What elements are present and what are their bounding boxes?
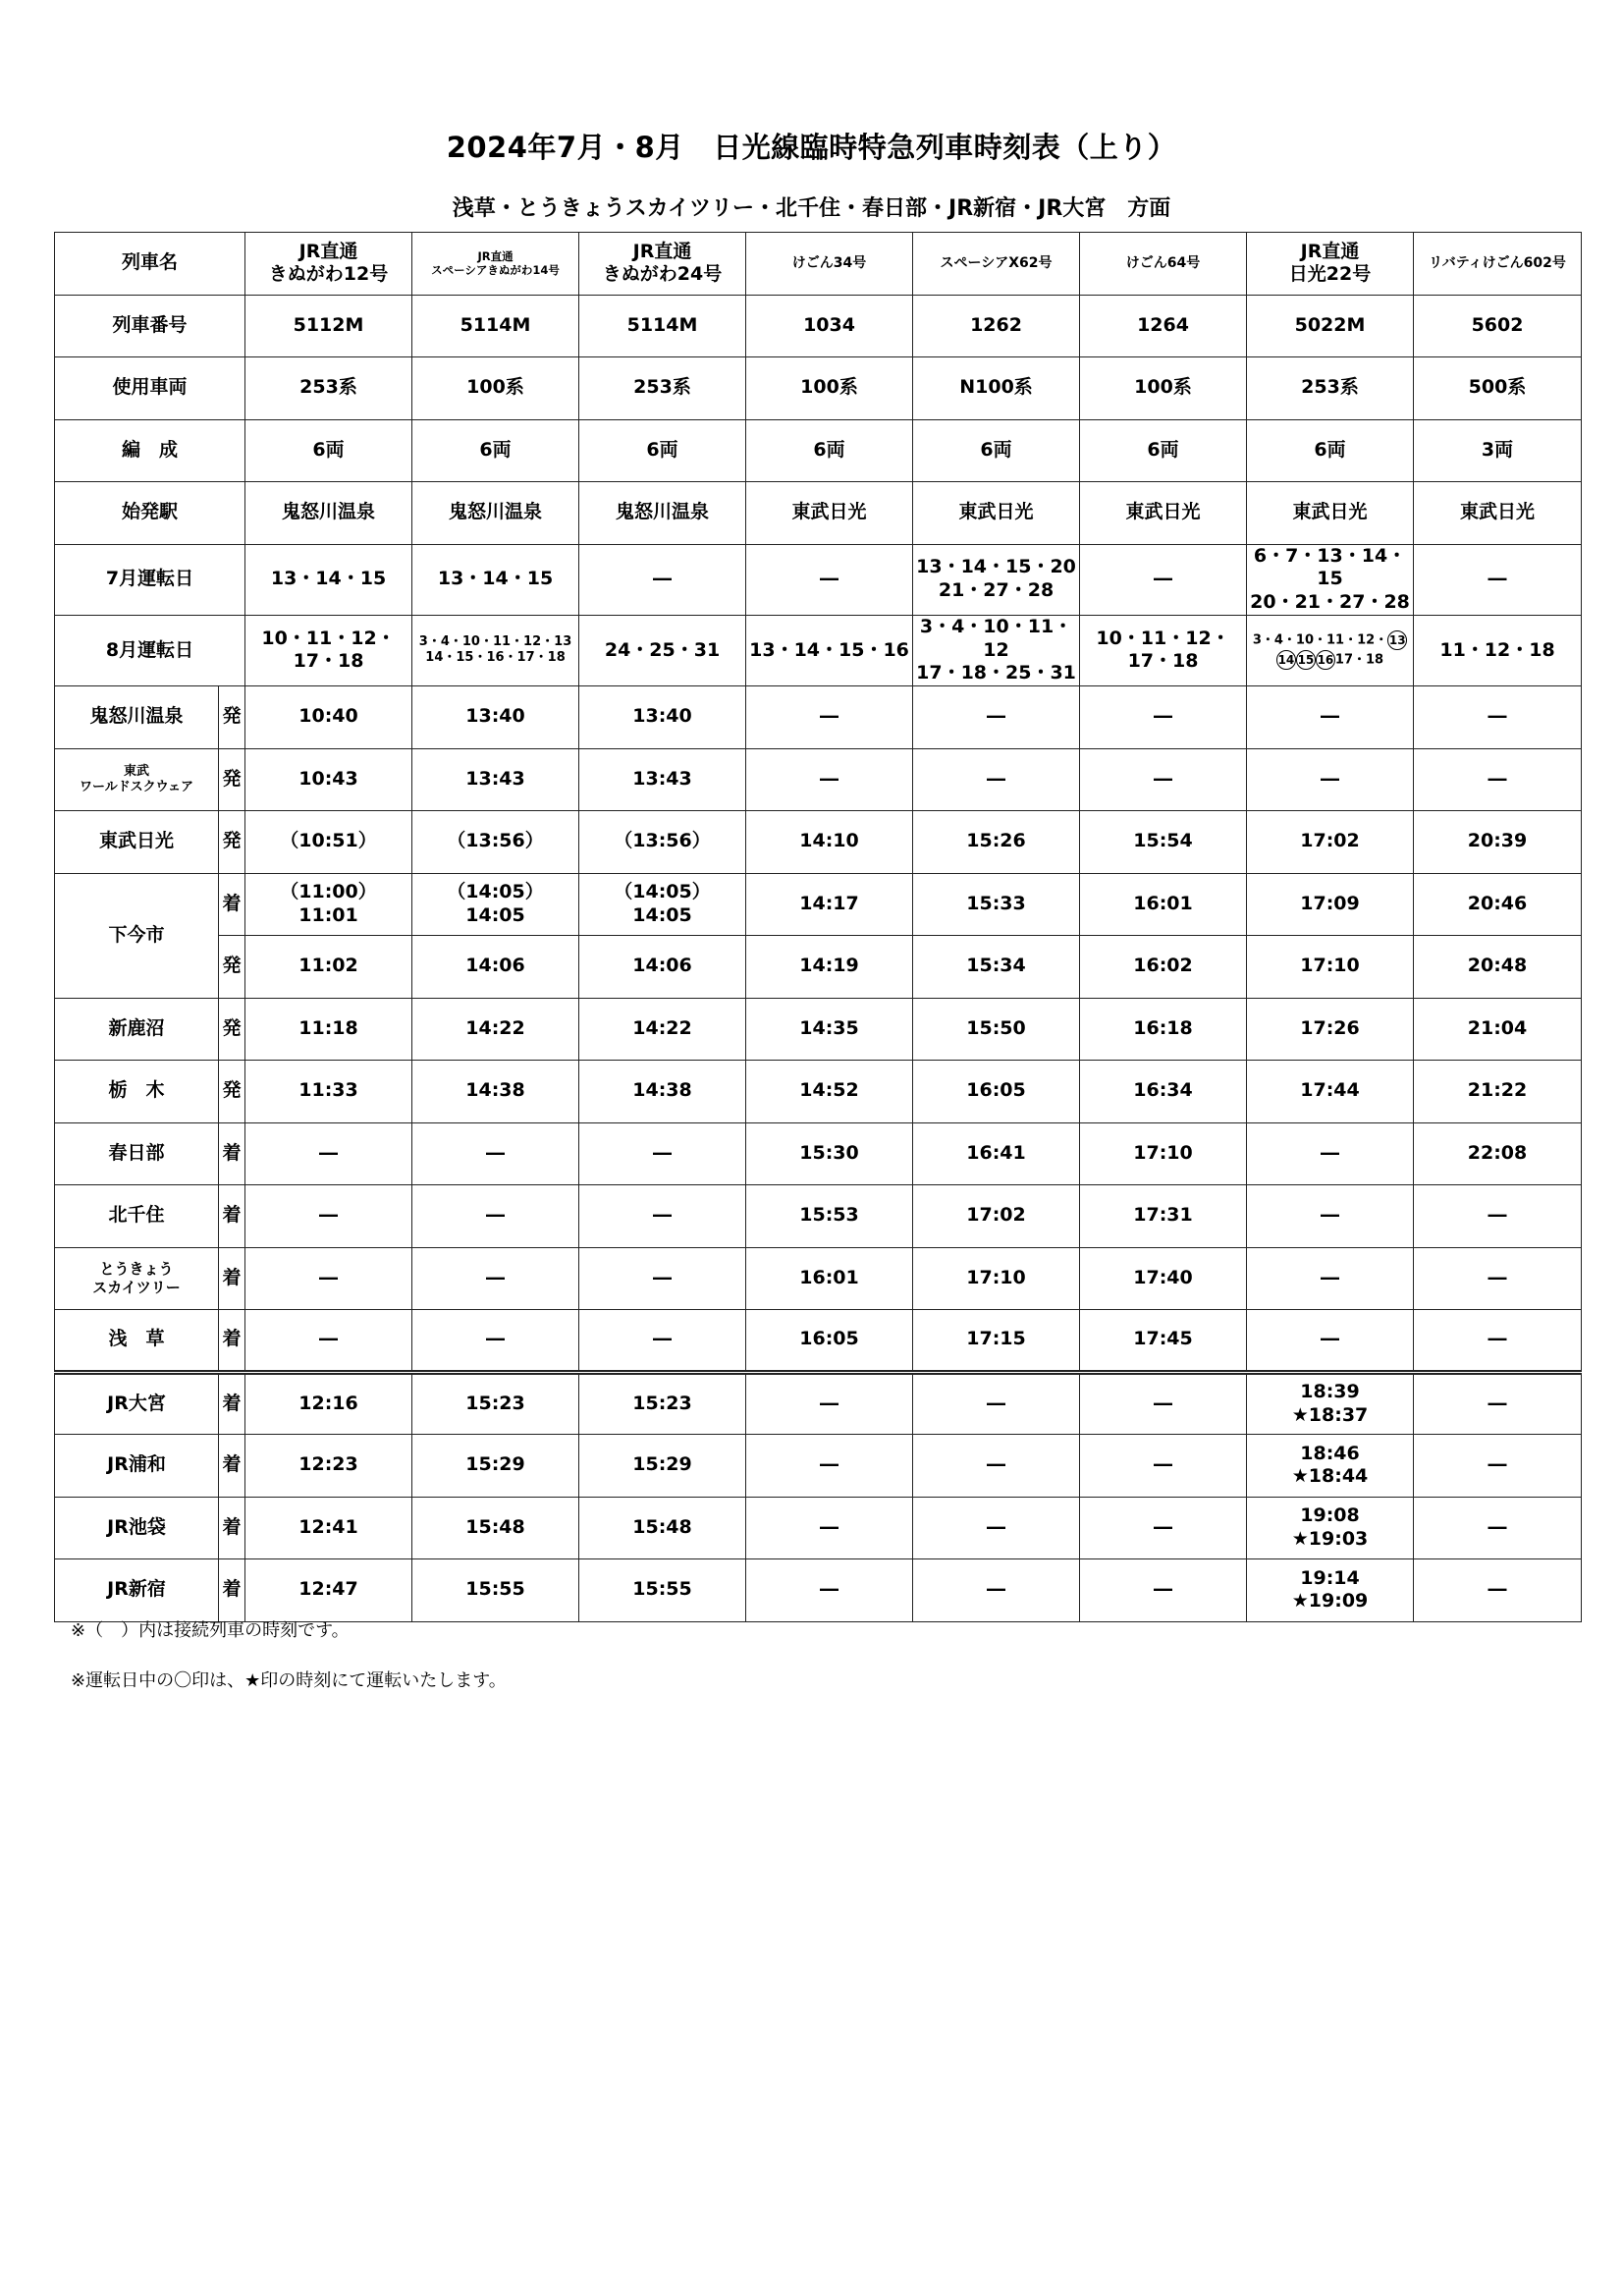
origin: 鬼怒川温泉 [412, 482, 579, 545]
formation: 6両 [1247, 419, 1414, 482]
july-days: ― [746, 544, 913, 615]
station-row [55, 873, 1582, 936]
time-cell: 19:08 ★19:03 [1247, 1497, 1414, 1559]
time-cell: 16:18 [1080, 998, 1247, 1061]
time-cell: 15:23 [579, 1372, 746, 1435]
time-cell: 22:08 [1414, 1122, 1582, 1185]
vehicle: 253系 [1247, 357, 1414, 420]
time-cell: 17:40 [1080, 1247, 1247, 1310]
time-cell: 11:33 [245, 1061, 412, 1123]
label-vehicle: 使用車両 [55, 357, 245, 420]
train-number: 1034 [746, 295, 913, 357]
time-cell: ― [1080, 1435, 1247, 1498]
time-cell: 18:39 ★18:37 [1247, 1372, 1414, 1435]
time-cell: ― [913, 748, 1080, 811]
station-row [55, 1122, 1582, 1185]
time-cell: ― [245, 1185, 412, 1248]
station-row [55, 1559, 1582, 1622]
station-row [55, 686, 1582, 749]
time-cell: ― [746, 1372, 913, 1435]
arr-dep-mark: 発 [219, 811, 245, 874]
time-cell: ― [746, 686, 913, 749]
time-cell: ― [579, 1247, 746, 1310]
origin: 東武日光 [1247, 482, 1414, 545]
vehicle: 253系 [245, 357, 412, 420]
time-cell: 10:43 [245, 748, 412, 811]
arr-dep-mark: 着 [219, 1435, 245, 1498]
train-name: JR直通 日光22号 [1247, 233, 1414, 296]
row-origin [55, 482, 1582, 545]
time-cell: 15:48 [579, 1497, 746, 1559]
time-cell: 16:01 [746, 1247, 913, 1310]
time-cell: 14:52 [746, 1061, 913, 1123]
train-number: 5114M [412, 295, 579, 357]
time-cell: 14:35 [746, 998, 913, 1061]
train-number: 5114M [579, 295, 746, 357]
time-cell: 15:55 [412, 1559, 579, 1622]
time-cell: 17:26 [1247, 998, 1414, 1061]
station-row [55, 1310, 1582, 1373]
page-title: 2024年7月・8月 日光線臨時特急列車時刻表（上り） [446, 131, 1177, 164]
arr-dep-mark: 着 [219, 1310, 245, 1373]
arr-dep-mark: 着 [219, 1497, 245, 1559]
time-cell: 17:15 [913, 1310, 1080, 1373]
station-row [55, 748, 1582, 811]
time-cell: 13:43 [412, 748, 579, 811]
station-row [55, 811, 1582, 874]
july-days: 13・14・15 [245, 544, 412, 615]
time-cell: ― [1247, 1185, 1414, 1248]
arr-dep-mark: 発 [219, 1061, 245, 1123]
time-cell: 14:19 [746, 936, 913, 999]
aug-days: 3・4・10・11・12・ 13 14 15 16 17・18 [1247, 615, 1414, 685]
time-cell: 17:09 [1247, 873, 1414, 936]
label-train-number: 列車番号 [55, 295, 245, 357]
time-cell: 14:06 [579, 936, 746, 999]
time-cell: 20:48 [1414, 936, 1582, 999]
time-cell: 16:34 [1080, 1061, 1247, 1123]
arr-dep-mark: 発 [219, 748, 245, 811]
time-cell: 16:41 [913, 1122, 1080, 1185]
time-cell: 14:38 [579, 1061, 746, 1123]
time-cell: 14:06 [412, 936, 579, 999]
time-cell: ― [913, 1559, 1080, 1622]
arr-dep-mark: 着 [219, 1372, 245, 1435]
page-subtitle: 浅草・とうきょうスカイツリー・北千住・春日部・JR新宿・JR大宮 方面 [452, 196, 1171, 221]
time-cell: 11:18 [245, 998, 412, 1061]
july-days: ― [579, 544, 746, 615]
time-cell: 15:55 [579, 1559, 746, 1622]
time-cell: ― [1080, 748, 1247, 811]
time-cell: 18:46 ★18:44 [1247, 1435, 1414, 1498]
time-cell: ― [1080, 1559, 1247, 1622]
arr-dep-mark: 着 [219, 1247, 245, 1310]
station-name: 栃 木 [55, 1061, 219, 1123]
station-name: 東武日光 [55, 811, 219, 874]
train-name: スペーシアX62号 [913, 233, 1080, 296]
time-cell: （14:05） 14:05 [579, 873, 746, 936]
time-cell: （14:05） 14:05 [412, 873, 579, 936]
time-cell: 14:10 [746, 811, 913, 874]
time-cell: ― [412, 1310, 579, 1373]
aug-days: 10・11・12・17・18 [1080, 615, 1247, 685]
time-cell: （11:00） 11:01 [245, 873, 412, 936]
time-cell: 20:39 [1414, 811, 1582, 874]
time-cell: 15:34 [913, 936, 1080, 999]
time-cell: 14:22 [412, 998, 579, 1061]
train-number: 5602 [1414, 295, 1582, 357]
time-cell: ― [1414, 1435, 1582, 1498]
july-days: ― [1080, 544, 1247, 615]
time-cell: 15:29 [412, 1435, 579, 1498]
arr-dep-mark: 発 [219, 936, 245, 999]
row-july-days [55, 544, 1582, 615]
time-cell: （13:56） [412, 811, 579, 874]
time-cell: 17:10 [913, 1247, 1080, 1310]
train-name: リバティけごん602号 [1414, 233, 1582, 296]
origin: 東武日光 [746, 482, 913, 545]
time-cell: 13:43 [579, 748, 746, 811]
time-cell: 16:01 [1080, 873, 1247, 936]
time-cell: 16:05 [913, 1061, 1080, 1123]
time-cell: （10:51） [245, 811, 412, 874]
origin: 東武日光 [1414, 482, 1582, 545]
formation: 6両 [746, 419, 913, 482]
time-cell: 13:40 [412, 686, 579, 749]
station-row [55, 1247, 1582, 1310]
circled-day: 14 [1276, 650, 1296, 670]
time-cell: 12:41 [245, 1497, 412, 1559]
label-july-days: 7月運転日 [55, 544, 245, 615]
time-cell: ― [746, 748, 913, 811]
time-cell: 17:45 [1080, 1310, 1247, 1373]
circled-day: 16 [1316, 650, 1335, 670]
time-cell: 21:22 [1414, 1061, 1582, 1123]
station-name: JR新宿 [55, 1559, 219, 1622]
aug-days: 24・25・31 [579, 615, 746, 685]
time-cell: 17:10 [1080, 1122, 1247, 1185]
time-cell: 15:48 [412, 1497, 579, 1559]
time-cell: ― [1414, 1185, 1582, 1248]
station-name: JR浦和 [55, 1435, 219, 1498]
time-cell: 10:40 [245, 686, 412, 749]
station-name: 新鹿沼 [55, 998, 219, 1061]
time-cell: 13:40 [579, 686, 746, 749]
arr-dep-mark: 着 [219, 1559, 245, 1622]
july-days: 13・14・15・20 21・27・28 [913, 544, 1080, 615]
time-cell: 17:02 [913, 1185, 1080, 1248]
vehicle: N100系 [913, 357, 1080, 420]
vehicle: 100系 [746, 357, 913, 420]
time-cell: （13:56） [579, 811, 746, 874]
time-cell: ― [1080, 686, 1247, 749]
aug-days: 3・4・10・11・12 17・18・25・31 [913, 615, 1080, 685]
timetable [54, 232, 1582, 1622]
time-cell: ― [1414, 686, 1582, 749]
circled-day: 13 [1387, 630, 1407, 650]
time-cell: 12:47 [245, 1559, 412, 1622]
time-cell: ― [412, 1122, 579, 1185]
time-cell: ― [412, 1185, 579, 1248]
arr-dep-mark: 着 [219, 873, 245, 936]
time-cell: ― [913, 686, 1080, 749]
time-cell: 16:05 [746, 1310, 913, 1373]
time-cell: 17:31 [1080, 1185, 1247, 1248]
station-name: 東武 ワールドスクウェア [55, 748, 219, 811]
station-name: 鬼怒川温泉 [55, 686, 219, 749]
time-cell: 16:02 [1080, 936, 1247, 999]
time-cell: ― [579, 1310, 746, 1373]
aug-days: 11・12・18 [1414, 615, 1582, 685]
station-name: 北千住 [55, 1185, 219, 1248]
time-cell: ― [913, 1497, 1080, 1559]
station-name: 春日部 [55, 1122, 219, 1185]
arr-dep-mark: 発 [219, 998, 245, 1061]
label-formation: 編 成 [55, 419, 245, 482]
time-cell: 15:33 [913, 873, 1080, 936]
origin: 鬼怒川温泉 [245, 482, 412, 545]
time-cell: ― [1414, 748, 1582, 811]
formation: 6両 [579, 419, 746, 482]
vehicle: 253系 [579, 357, 746, 420]
arr-dep-mark: 着 [219, 1122, 245, 1185]
train-name: JR直通 きぬがわ24号 [579, 233, 746, 296]
station-row [55, 936, 1582, 999]
row-train-number [55, 295, 1582, 357]
time-cell: ― [746, 1559, 913, 1622]
train-name: JR直通 スペーシアきぬがわ14号 [412, 233, 579, 296]
formation: 6両 [245, 419, 412, 482]
train-number: 1264 [1080, 295, 1247, 357]
time-cell: 17:44 [1247, 1061, 1414, 1123]
time-cell: ― [1414, 1497, 1582, 1559]
row-vehicle [55, 357, 1582, 420]
time-cell: 14:17 [746, 873, 913, 936]
label-origin: 始発駅 [55, 482, 245, 545]
time-cell: ― [1414, 1247, 1582, 1310]
station-name: 下今市 [55, 873, 219, 998]
row-formation [55, 419, 1582, 482]
footnote: ※（ ）内は接続列車の時刻です。 [71, 1620, 350, 1641]
time-cell: 21:04 [1414, 998, 1582, 1061]
time-cell: 14:22 [579, 998, 746, 1061]
july-days: 13・14・15 [412, 544, 579, 615]
july-days: ― [1414, 544, 1582, 615]
origin: 東武日光 [913, 482, 1080, 545]
vehicle: 100系 [412, 357, 579, 420]
time-cell: 15:53 [746, 1185, 913, 1248]
time-cell: ― [746, 1497, 913, 1559]
time-cell: ― [412, 1247, 579, 1310]
july-days: 6・7・13・14・15 20・21・27・28 [1247, 544, 1414, 615]
time-cell: ― [913, 1435, 1080, 1498]
footnote: ※運転日中の〇印は、★印の時刻にて運転いたします。 [71, 1670, 507, 1691]
time-cell: ― [1247, 1247, 1414, 1310]
arr-dep-mark: 着 [219, 1185, 245, 1248]
time-cell: ― [245, 1247, 412, 1310]
station-row [55, 1185, 1582, 1248]
formation: 6両 [1080, 419, 1247, 482]
time-cell: 17:10 [1247, 936, 1414, 999]
train-number: 5022M [1247, 295, 1414, 357]
train-name: けごん34号 [746, 233, 913, 296]
circled-day: 15 [1296, 650, 1316, 670]
station-name: とうきょう スカイツリー [55, 1247, 219, 1310]
vehicle: 100系 [1080, 357, 1247, 420]
time-cell: ― [913, 1372, 1080, 1435]
vehicle: 500系 [1414, 357, 1582, 420]
time-cell: ― [1247, 1310, 1414, 1373]
time-cell: 15:50 [913, 998, 1080, 1061]
time-cell: ― [1247, 748, 1414, 811]
time-cell: ― [579, 1122, 746, 1185]
time-cell: 15:23 [412, 1372, 579, 1435]
time-cell: ― [1247, 686, 1414, 749]
time-cell: 11:02 [245, 936, 412, 999]
time-cell: 20:46 [1414, 873, 1582, 936]
train-name: けごん64号 [1080, 233, 1247, 296]
time-cell: ― [1080, 1497, 1247, 1559]
time-cell: 15:54 [1080, 811, 1247, 874]
time-cell: 15:26 [913, 811, 1080, 874]
station-row [55, 1497, 1582, 1559]
formation: 6両 [412, 419, 579, 482]
time-cell: 15:30 [746, 1122, 913, 1185]
station-row [55, 1061, 1582, 1123]
label-aug-days: 8月運転日 [55, 615, 245, 685]
station-name: JR池袋 [55, 1497, 219, 1559]
time-cell: 14:38 [412, 1061, 579, 1123]
footnotes [71, 1622, 507, 1722]
time-cell: 19:14 ★19:09 [1247, 1559, 1414, 1622]
aug-days: 13・14・15・16 [746, 615, 913, 685]
time-cell: ― [1414, 1310, 1582, 1373]
row-aug-days [55, 615, 1582, 685]
arr-dep-mark: 発 [219, 686, 245, 749]
time-cell: 17:02 [1247, 811, 1414, 874]
station-name: JR大宮 [55, 1372, 219, 1435]
origin: 鬼怒川温泉 [579, 482, 746, 545]
station-row [55, 1372, 1582, 1435]
time-cell: ― [245, 1310, 412, 1373]
time-cell: 12:23 [245, 1435, 412, 1498]
station-row [55, 998, 1582, 1061]
time-cell: ― [1414, 1559, 1582, 1622]
formation: 6両 [913, 419, 1080, 482]
time-cell: ― [579, 1185, 746, 1248]
time-cell: 12:16 [245, 1372, 412, 1435]
station-name: 浅 草 [55, 1310, 219, 1373]
time-cell: ― [1080, 1372, 1247, 1435]
time-cell: ― [1247, 1122, 1414, 1185]
row-train-name [55, 233, 1582, 296]
time-cell: ― [746, 1435, 913, 1498]
train-number: 5112M [245, 295, 412, 357]
station-row [55, 1435, 1582, 1498]
label-train-name: 列車名 [55, 233, 245, 296]
time-cell: ― [245, 1122, 412, 1185]
origin: 東武日光 [1080, 482, 1247, 545]
time-cell: 15:29 [579, 1435, 746, 1498]
aug-days: 10・11・12・17・18 [245, 615, 412, 685]
time-cell: ― [1414, 1372, 1582, 1435]
train-name: JR直通 きぬがわ12号 [245, 233, 412, 296]
aug-days: 3・4・10・11・12・13 14・15・16・17・18 [412, 615, 579, 685]
train-number: 1262 [913, 295, 1080, 357]
formation: 3両 [1414, 419, 1582, 482]
